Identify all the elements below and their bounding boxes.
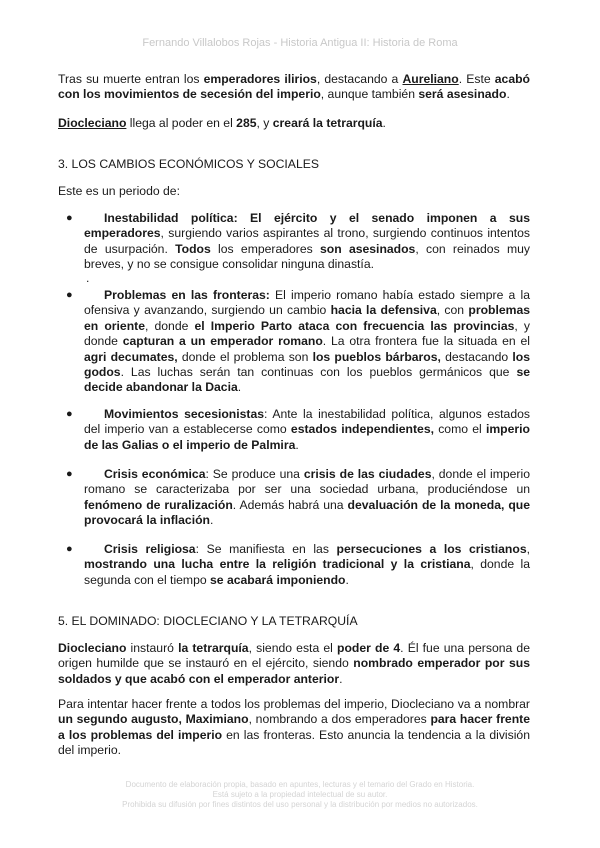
bold-run: persecuciones a los cristianos [336,542,527,556]
text-run: : Se manifiesta en las [195,542,337,556]
text-run: . [237,380,242,395]
text-run: . Él fue una persona de origen humilde que se instauró en el ejército, siendo [58,641,530,671]
bold-run: será asesinado [418,87,507,102]
paragraph-maximiano [58,697,530,759]
stray-dot: . [86,271,90,285]
bold-run: estados independientes, [290,422,434,437]
text-run: . [506,87,510,102]
bold-run: devaluación de la moneda, que provocará la inflación [84,497,530,528]
bullet-text [84,407,530,452]
text-run: : Se produce una [205,467,304,481]
bold-run: poder de 4 [337,641,401,655]
paragraph-aureliano [58,72,530,103]
bold-run: fenómeno de ruralización [84,497,233,512]
text-run: . La otra frontera fue la situada en el [322,334,530,349]
section-heading-5: 5. EL DOMINADO: DIOCLECIANO Y LA TETRARQUÍA [58,614,358,628]
text-run: Para intentar hacer frente a todos los problemas del imperio, Diocleciano va a nombrar [58,697,530,711]
bold-run: emperadores ilirios [203,72,317,86]
bold-run: problemas en oriente [84,303,531,333]
bold-run: hacia la defensiva [330,303,437,318]
bold-run: nombrado emperador por sus soldados y que acabó con el emperador anterior [58,656,530,686]
text-run: , con [436,303,469,318]
text-run: llega al poder en el [126,116,237,130]
text-run: , donde [144,318,195,333]
bold-run: creará la tetrarquía [272,116,383,130]
text-run: . [339,671,343,686]
text-run: . Además habrá una [232,497,348,512]
text-run: : Ante la inestabilidad política, algunos estados del imperio van a establecerse como [84,407,530,437]
bold-run: 285 [236,116,257,130]
bold-run: un segundo augusto, Maximiano [58,712,249,727]
text-run: , siendo esta el [248,641,337,655]
text-run: . Las luchas serán tan continuas con los pueblos germánicos que [120,365,517,380]
footer-line-3: Prohibida su difusión por fines distintos del uso personal y la distribución por medios no autorizados. [122,800,478,809]
bold-run: agri decumates, [84,349,178,364]
bold-run: Movimientos secesionistas [104,407,265,421]
section-heading-3: 3. LOS CAMBIOS ECONÓMICOS Y SOCIALES [58,157,319,171]
bold-run: los pueblos bárbaros, [312,349,441,364]
bold-run: Todos [175,241,211,256]
bold-run: la tetrarquía [178,641,249,655]
text-run: , destacando a [316,72,403,86]
text-run: instauró [126,641,179,655]
text-run: . Este [458,72,495,86]
text-run: . [295,437,299,452]
paragraph-diocleciano-intro [58,116,530,131]
bullet-icon: ● [66,408,73,420]
text-run: , nombrando a dos emperadores [248,712,431,727]
bullet-secesionistas [66,407,530,453]
bullet-icon: ● [66,212,73,224]
bullet-text [84,211,530,271]
text-run: . [345,572,349,587]
bold-run: para hacer frente a los problemas del imperio [58,712,530,742]
bold-run: son asesinados [320,241,416,256]
text-run: donde el problema son [177,349,313,364]
bold-run: Aureliano [402,72,459,86]
bullet-icon: ● [66,468,73,480]
bold-run: crisis de las ciudades [303,467,432,481]
bullet-fronteras [66,288,531,396]
bold-run: Inestabilidad política: El ejército y el senado imponen a sus emperadores [84,211,530,241]
text-run: , surgiendo varios aspirantes al trono, surgiendo continuos intentos de usurpación. [84,226,530,256]
bullet-text [84,288,530,394]
text-run: , donde la segunda con el tiempo [84,557,530,587]
bold-run: Diocleciano [58,641,127,655]
text-run: Tras su muerte entran los [58,72,204,86]
text-run: El imperio romano había estado siempre a la ofensiva y avanzando, surgiendo un cambio [84,288,530,318]
page-header: Fernando Villalobos Rojas - Historia Antigua II: Historia de Roma [142,37,458,49]
bold-run: Diocleciano [58,116,127,130]
paragraph-tetrarquia [58,641,530,687]
text-run: . [209,513,214,528]
text-run: , y donde [84,318,530,349]
bullet-crisis-religiosa [66,542,530,588]
bold-run: Crisis religiosa [104,542,196,556]
bullet-crisis-economica [66,467,530,529]
bold-run: Crisis económica [104,467,206,481]
bullet-icon: ● [66,543,73,555]
bold-run: mostrando una lucha entre la religión tradicional y la cristiana [84,557,471,572]
bullet-inestabilidad [66,211,530,273]
bullet-text [84,542,530,587]
text-run: los emperadores [210,241,320,256]
bold-run: se decide abandonar la Dacia [84,365,530,395]
text-run: en las fronteras. Esto anuncia la tendencia a la división del imperio. [58,727,530,758]
bold-run: capturan a un emperador romano [122,334,323,349]
footer-line-1: Documento de elaboración propia, basado en apuntes, lecturas y el temario del Grado en Historia. [125,780,475,789]
text-run: , [526,542,530,556]
text-run: , aunque también [320,87,419,102]
text-run: , con reinados muy breves, y no se consigue consolidar ninguna dinastía. [84,241,530,272]
bold-run: los godos [84,349,530,380]
bold-run: el Imperio Parto ataca con frecuencia las provincias [194,318,515,333]
bold-run: se acabará imponiendo [210,572,346,587]
bold-run: Problemas en las fronteras: [104,288,270,302]
text-run: . [382,116,386,130]
text-run: destacando [440,349,513,364]
bullet-icon: ● [66,289,73,301]
bold-run: imperio de las Galias o el imperio de Palmira [84,422,530,452]
bullet-text [84,467,530,527]
bold-run: acabó con los movimientos de secesión del imperio [58,72,531,102]
footer-line-2: Está sujeto a la propiedad intelectual de su autor. [212,790,388,799]
section-intro: Este es un periodo de: [58,184,180,198]
text-run: , donde el imperio romano se caracterizaba por ser una sociedad urbana, produciéndose un [84,467,530,497]
text-run: como el [433,422,486,437]
text-run: , y [256,116,273,130]
